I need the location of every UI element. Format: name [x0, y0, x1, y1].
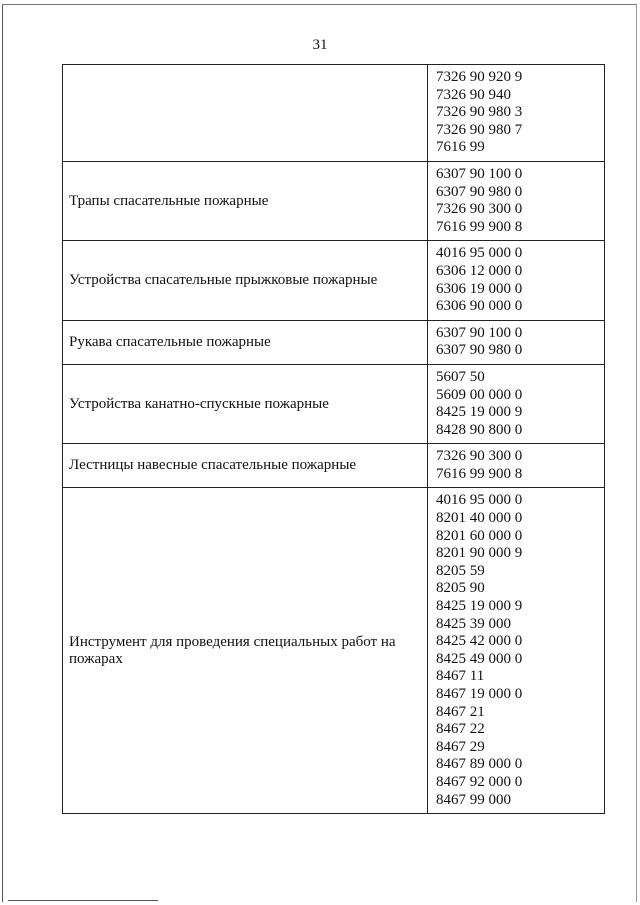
product-name-cell: Инструмент для проведения специальных работ на пожарах — [63, 488, 428, 814]
tn-ved-code: 6306 19 000 0 — [436, 280, 523, 297]
tn-ved-codes-cell — [428, 320, 605, 364]
tn-ved-code: 8467 29 — [436, 738, 485, 755]
page-edge-right — [636, 4, 637, 902]
tn-ved-code: 8467 19 000 0 — [436, 686, 523, 702]
table-row — [63, 320, 605, 364]
table-body — [63, 65, 605, 814]
tn-ved-code: 8425 49 000 0 — [436, 650, 523, 667]
product-name-cell: Устройства спасательные прыжковые пожарные — [63, 241, 428, 320]
tn-ved-code: 6307 90 980 0 — [436, 183, 523, 200]
tn-ved-code: 8467 11 — [436, 668, 485, 685]
product-codes-table — [62, 64, 605, 814]
product-name-cell: Лестницы навесные спасательные пожарные — [63, 444, 428, 488]
product-name-cell: Трапы спасательные пожарные — [63, 161, 428, 240]
tn-ved-codes-cell — [428, 444, 605, 488]
tn-ved-codes-cell — [428, 241, 605, 320]
tn-ved-code: 6306 12 000 0 — [436, 262, 523, 279]
page-edge-left — [2, 4, 3, 902]
product-name-cell — [63, 65, 428, 162]
tn-ved-code: 7326 90 300 0 — [436, 448, 523, 465]
table-row — [63, 161, 605, 240]
tn-ved-code: 8425 39 000 — [436, 615, 511, 632]
tn-ved-codes-cell — [428, 65, 605, 162]
tn-ved-code: 8428 90 800 0 — [436, 421, 523, 438]
tn-ved-code: 7616 99 900 8 — [436, 218, 523, 235]
product-name-cell: Устройства канатно-спускные пожарные — [63, 364, 428, 443]
table-row — [63, 65, 605, 162]
tn-ved-code: 7326 90 300 0 — [436, 201, 523, 218]
tn-ved-code: 7326 90 980 3 — [436, 104, 523, 121]
tn-ved-code: 7616 99 900 8 — [436, 465, 523, 482]
tn-ved-codes-cell — [428, 488, 605, 814]
tn-ved-code: 7326 90 940 — [436, 86, 511, 103]
tn-ved-code: 6307 90 100 0 — [436, 165, 523, 182]
table-row — [63, 241, 605, 320]
tn-ved-code: 6307 90 100 0 — [436, 324, 523, 341]
tn-ved-codes-cell — [428, 364, 605, 443]
tn-ved-code: 8205 90 — [436, 580, 485, 597]
table-row — [63, 364, 605, 443]
tn-ved-code: 8467 89 000 0 — [436, 756, 523, 773]
tn-ved-code: 5607 50 — [436, 368, 485, 385]
tn-ved-code: 8467 22 — [436, 721, 485, 738]
tn-ved-code: 4016 95 000 0 — [436, 245, 523, 262]
table-row — [63, 488, 605, 814]
tn-ved-code: 6306 90 000 0 — [436, 298, 523, 315]
page-edge-top — [2, 4, 636, 5]
tn-ved-code: 8205 59 — [436, 562, 485, 579]
table-row — [63, 444, 605, 488]
tn-ved-code: 6307 90 980 0 — [436, 342, 523, 359]
product-name-cell: Рукава спасательные пожарные — [63, 320, 428, 364]
page-number: 31 — [312, 37, 328, 53]
tn-ved-code: 8201 60 000 0 — [436, 527, 523, 544]
tn-ved-code: 7326 90 920 9 — [436, 69, 523, 85]
tn-ved-code: 8425 19 000 9 — [436, 404, 523, 421]
tn-ved-code: 8201 90 000 9 — [436, 545, 523, 562]
tn-ved-code: 8425 42 000 0 — [436, 633, 523, 650]
tn-ved-code: 8425 19 000 9 — [436, 598, 523, 615]
tn-ved-codes-cell — [428, 161, 605, 240]
footer-line — [8, 900, 158, 901]
tn-ved-code: 4016 95 000 0 — [436, 492, 523, 509]
tn-ved-code: 8467 92 000 0 — [436, 773, 523, 790]
tn-ved-code: 8201 40 000 0 — [436, 510, 523, 527]
tn-ved-code: 8467 99 000 — [436, 791, 511, 808]
tn-ved-code: 7616 99 — [436, 139, 485, 156]
tn-ved-code: 8467 21 — [436, 703, 485, 720]
tn-ved-code: 5609 00 000 0 — [436, 386, 523, 403]
tn-ved-code: 7326 90 980 7 — [436, 121, 523, 138]
